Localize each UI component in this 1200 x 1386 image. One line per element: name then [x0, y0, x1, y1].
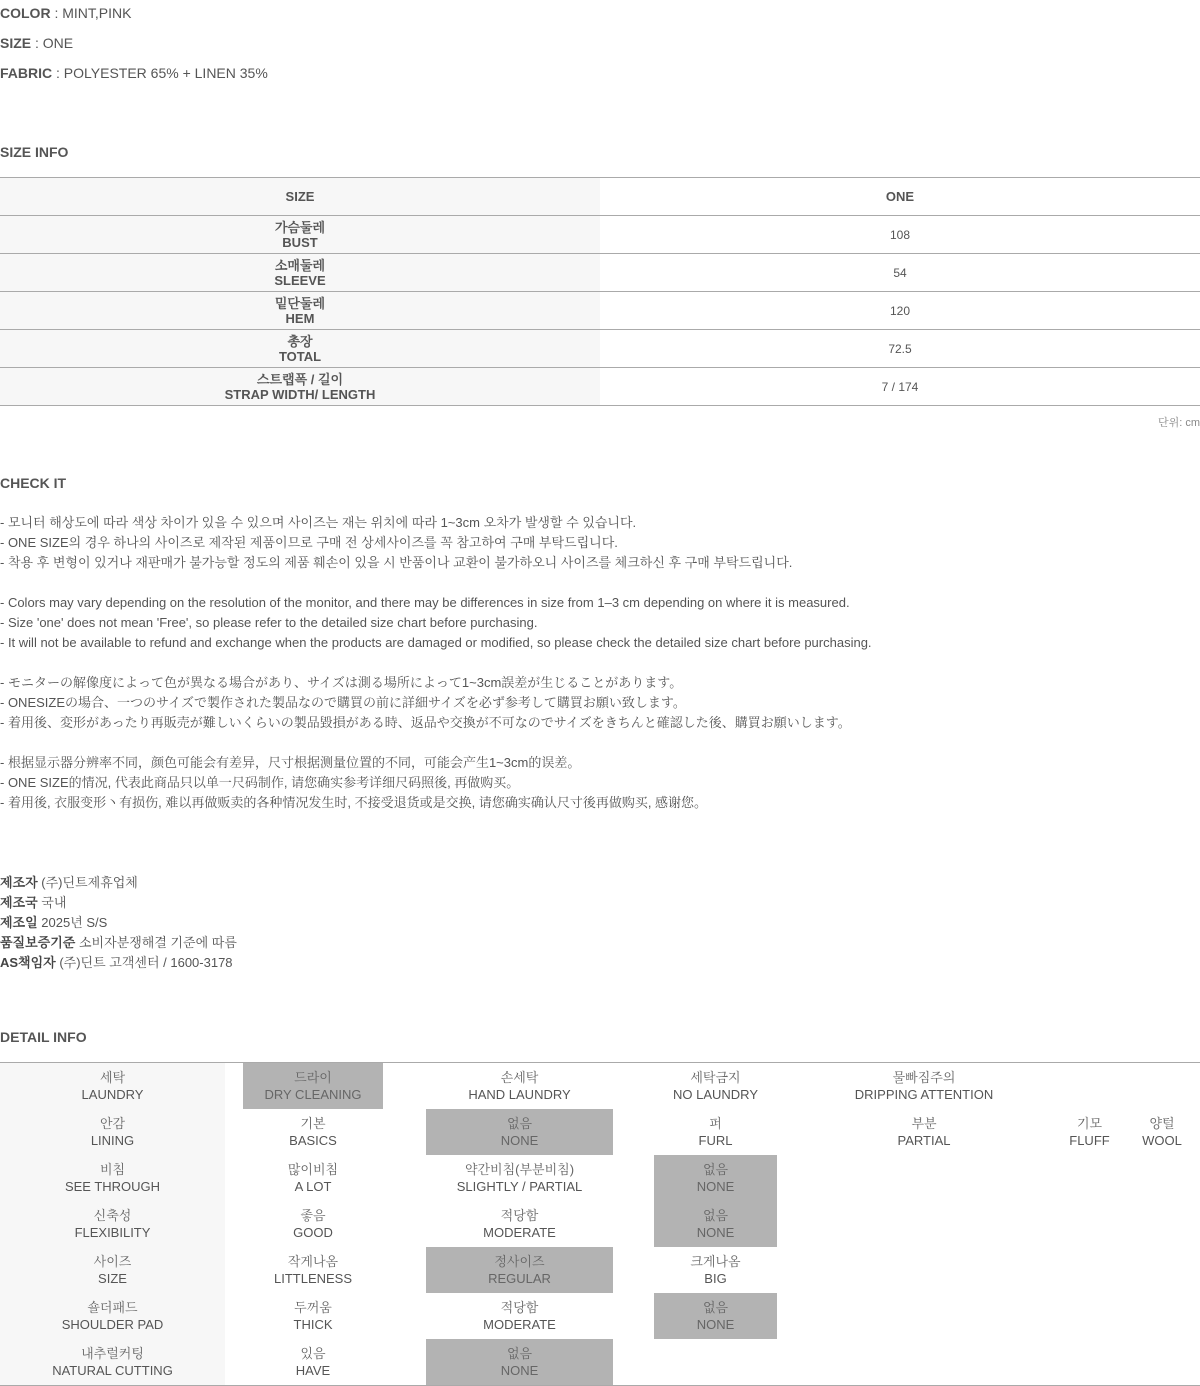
size-value: 7 / 174: [881, 379, 919, 394]
size-label-en: SLEEVE: [274, 272, 326, 288]
detail-en: WOOL: [1142, 1133, 1182, 1148]
detail-ko: 없음: [506, 1116, 533, 1131]
detail-option: [243, 1201, 383, 1247]
detail-en: HAVE: [295, 1363, 331, 1378]
spec-color: COLOR : MINT,PINK: [0, 5, 132, 21]
detail-en: NONE: [696, 1225, 735, 1240]
size-label-ko: 총장: [287, 333, 313, 349]
detail-row-see-through: [0, 1155, 1200, 1201]
detail-ko: 양털: [1149, 1116, 1175, 1131]
check-it-title: CHECK IT: [0, 475, 67, 491]
detail-option: [243, 1247, 383, 1293]
size-value: 120: [889, 303, 911, 318]
detail-ko: 기본: [300, 1116, 326, 1131]
detail-ko: 숄더패드: [87, 1300, 138, 1315]
detail-en: SLIGHTLY / PARTIAL: [456, 1179, 583, 1194]
detail-ko: 내추럴커팅: [81, 1346, 144, 1361]
detail-category: [0, 1339, 225, 1385]
detail-ko: 사이즈: [93, 1254, 132, 1269]
detail-ko: 작게나옴: [287, 1254, 339, 1269]
detail-en: NO LAUNDRY: [672, 1087, 758, 1102]
detail-en: NONE: [696, 1179, 735, 1194]
product-label-info: [0, 873, 237, 973]
detail-ko: 비침: [99, 1162, 126, 1177]
size-row-hem: [0, 292, 1200, 330]
detail-en: DRIPPING ATTENTION: [854, 1087, 994, 1102]
size-label-en: BUST: [282, 234, 318, 250]
spec-fabric: FABRIC : POLYESTER 65% + LINEN 35%: [0, 65, 268, 81]
detail-en: SHOULDER PAD: [61, 1317, 164, 1332]
detail-en: THICK: [293, 1317, 333, 1332]
size-value: 108: [889, 227, 911, 242]
detail-ko: 신축성: [93, 1208, 132, 1223]
detail-option-selected: [654, 1293, 777, 1339]
check-line: - Size 'one' does not mean 'Free', so please refer to the detailed size chart before purchasing.: [0, 615, 538, 630]
detail-row-shoulder-pad: [0, 1293, 1200, 1339]
check-line: - 根据显示器分辨率不同，颜色可能会有差异，尺寸根据测量位置的不同，可能会产生1~3cm的误差。: [0, 755, 581, 770]
size-header-label: SIZE: [0, 178, 600, 215]
detail-ko: 없음: [702, 1162, 729, 1177]
check-line: - Colors may vary depending on the resolution of the monitor, and there may be differences in size from 1–3 cm depending on where it is measured.: [0, 595, 850, 610]
detail-ko: 두꺼움: [294, 1300, 332, 1315]
detail-en: HAND LAUNDRY: [468, 1087, 571, 1102]
detail-en: MODERATE: [483, 1225, 556, 1240]
detail-option-selected: [243, 1063, 383, 1109]
detail-ko: 있음: [300, 1346, 326, 1361]
detail-en: BASICS: [289, 1133, 337, 1148]
detail-row-natural-cutting: [0, 1339, 1200, 1385]
detail-option: [243, 1155, 383, 1201]
detail-option-selected: [654, 1201, 777, 1247]
detail-row-flexibility: [0, 1201, 1200, 1247]
check-line: - ONE SIZE의 경우 하나의 사이즈로 제작된 제품이므로 구매 전 상세사이즈를 꼭 참고하여 구매 부탁드립니다.: [0, 535, 618, 550]
detail-en: FURL: [698, 1133, 733, 1148]
detail-row-size: [0, 1247, 1200, 1293]
detail-ko: 적당함: [500, 1300, 539, 1315]
detail-option: [1128, 1109, 1196, 1155]
label-date: 제조일 2025년 S/S: [0, 915, 108, 930]
size-label-ko: 스트랩폭 / 길이: [256, 371, 344, 387]
detail-info-title: DETAIL INFO: [0, 1029, 87, 1045]
detail-ko: 손세탁: [500, 1070, 539, 1085]
detail-option: [243, 1339, 383, 1385]
detail-en: FLUFF: [1069, 1133, 1110, 1148]
size-row-strap: [0, 368, 1200, 406]
detail-en: DRY CLEANING: [264, 1087, 362, 1102]
detail-ko: 세탁: [99, 1070, 126, 1085]
detail-option-selected: [426, 1247, 613, 1293]
label-country: 제조국 국내: [0, 895, 67, 910]
detail-ko: 안감: [99, 1116, 126, 1131]
detail-en: FLEXIBILITY: [74, 1225, 151, 1240]
size-table: [0, 177, 1200, 406]
check-it-chinese: [0, 753, 707, 813]
detail-ko: 좋음: [300, 1208, 326, 1223]
detail-option: [823, 1063, 1025, 1109]
detail-option-selected: [426, 1109, 613, 1155]
check-line: - ONE SIZE的情况, 代表此商品只以单一尺码制作, 请您确实参考详细尺码照後, 再做购买。: [0, 775, 520, 790]
check-line: - 着用後、変形があったり再販売が難しいくらいの製品毀損がある時、返品や交換が不可なのでサイズをきちんと確認した後、購買お願いします。: [0, 715, 851, 730]
label-manufacturer: 제조자 (주)딘트제휴업체: [0, 875, 138, 890]
detail-category: [0, 1201, 225, 1247]
detail-row-lining: [0, 1109, 1200, 1155]
detail-en: SIZE: [98, 1271, 127, 1286]
detail-en: REGULAR: [488, 1271, 551, 1286]
detail-ko: 없음: [702, 1208, 729, 1223]
detail-category: [0, 1155, 225, 1201]
check-line: - It will not be available to refund and exchange when the products are damaged or modified, so please check the detailed size chart before purchasing.: [0, 635, 872, 650]
label-quality: 품질보증기준 소비자분쟁해결 기준에 따름: [0, 935, 237, 950]
detail-en: LINING: [90, 1133, 135, 1148]
size-label-ko: 밑단둘레: [274, 295, 326, 311]
detail-category: [0, 1293, 225, 1339]
detail-option-selected: [426, 1339, 613, 1385]
detail-en: NONE: [500, 1133, 539, 1148]
detail-category: [0, 1063, 225, 1109]
detail-en: NATURAL CUTTING: [52, 1363, 173, 1378]
detail-en: GOOD: [293, 1225, 333, 1240]
size-table-header: [0, 178, 1200, 216]
detail-ko: 기모: [1076, 1116, 1103, 1131]
detail-en: NONE: [696, 1317, 735, 1332]
size-value: 54: [893, 265, 907, 280]
detail-ko: 드라이: [294, 1070, 332, 1085]
size-row-bust: [0, 216, 1200, 254]
detail-option: [654, 1109, 777, 1155]
detail-option: [654, 1063, 777, 1109]
size-label-en: STRAP WIDTH/ LENGTH: [224, 386, 376, 402]
detail-ko: 부분: [911, 1116, 937, 1131]
detail-en: BIG: [704, 1271, 727, 1286]
detail-en: PARTIAL: [897, 1133, 951, 1148]
detail-option: [243, 1293, 383, 1339]
detail-ko: 크게나옴: [690, 1254, 741, 1269]
detail-category: [0, 1109, 225, 1155]
detail-ko: 물빠짐주의: [892, 1070, 956, 1085]
size-label-ko: 가슴둘레: [274, 219, 326, 235]
check-it-english: [0, 593, 872, 653]
detail-option: [654, 1247, 777, 1293]
detail-option: [426, 1155, 613, 1201]
spec-size: SIZE : ONE: [0, 35, 74, 51]
check-line: - ONESIZEの場合、一つのサイズで製作された製品なので購買の前に詳細サイズを必ず参考して購買お願い致します。: [0, 695, 686, 710]
detail-option: [426, 1063, 613, 1109]
size-label-ko: 소매둘레: [274, 257, 326, 273]
detail-row-laundry: [0, 1063, 1200, 1109]
detail-option: [1056, 1109, 1123, 1155]
check-it-korean: [0, 513, 792, 573]
detail-ko: 없음: [702, 1300, 729, 1315]
detail-en: SEE THROUGH: [64, 1179, 161, 1194]
check-it-japanese: [0, 673, 851, 733]
size-label-en: TOTAL: [278, 348, 322, 364]
detail-category: [0, 1247, 225, 1293]
detail-ko: 적당함: [500, 1208, 539, 1223]
detail-en: A LOT: [294, 1179, 332, 1194]
detail-ko: 세탁금지: [690, 1070, 741, 1085]
detail-option: [426, 1293, 613, 1339]
detail-en: LAUNDRY: [81, 1087, 144, 1102]
detail-option: [823, 1109, 1025, 1155]
check-line: - モニターの解像度によって色が異なる場合があり、サイズは測る場所によって1~3cm誤差が生じることがあります。: [0, 675, 683, 690]
size-label-en: HEM: [285, 310, 315, 326]
check-line: - 모니터 해상도에 따라 색상 차이가 있을 수 있으며 사이즈는 재는 위치에 따라 1~3cm 오차가 발생할 수 있습니다.: [0, 515, 637, 530]
check-line: - 着用後, 衣服变形丶有损伤, 难以再做贩卖的各种情况发生时, 不接受退货或是交换, 请您确实确认尺寸後再做购买, 感谢您。: [0, 795, 708, 810]
detail-option: [243, 1109, 383, 1155]
check-line: - 착용 후 변형이 있거나 재판매가 불가능할 정도의 제품 훼손이 있을 시 반품이나 교환이 불가하오니 사이즈를 체크하신 후 구매 부탁드립니다.: [0, 555, 793, 570]
detail-table: [0, 1062, 1200, 1386]
detail-ko: 약간비침(부분비침): [464, 1162, 575, 1177]
detail-ko: 없음: [506, 1346, 533, 1361]
detail-en: MODERATE: [483, 1317, 556, 1332]
size-row-total: [0, 330, 1200, 368]
detail-ko: 퍼: [709, 1116, 722, 1131]
size-info-title: SIZE INFO: [0, 144, 69, 160]
label-as: AS책임자 (주)딘트 고객센터 / 1600-3178: [0, 955, 233, 970]
size-value: 72.5: [888, 341, 912, 356]
detail-ko: 많이비침: [287, 1162, 339, 1177]
detail-en: NONE: [500, 1363, 539, 1378]
size-row-sleeve: [0, 254, 1200, 292]
detail-option-selected: [654, 1155, 777, 1201]
detail-en: LITTLENESS: [273, 1271, 353, 1286]
detail-option: [426, 1201, 613, 1247]
detail-ko: 정사이즈: [494, 1254, 545, 1269]
unit-note: 단위: cm: [1157, 417, 1200, 429]
size-header-value: ONE: [885, 189, 915, 204]
